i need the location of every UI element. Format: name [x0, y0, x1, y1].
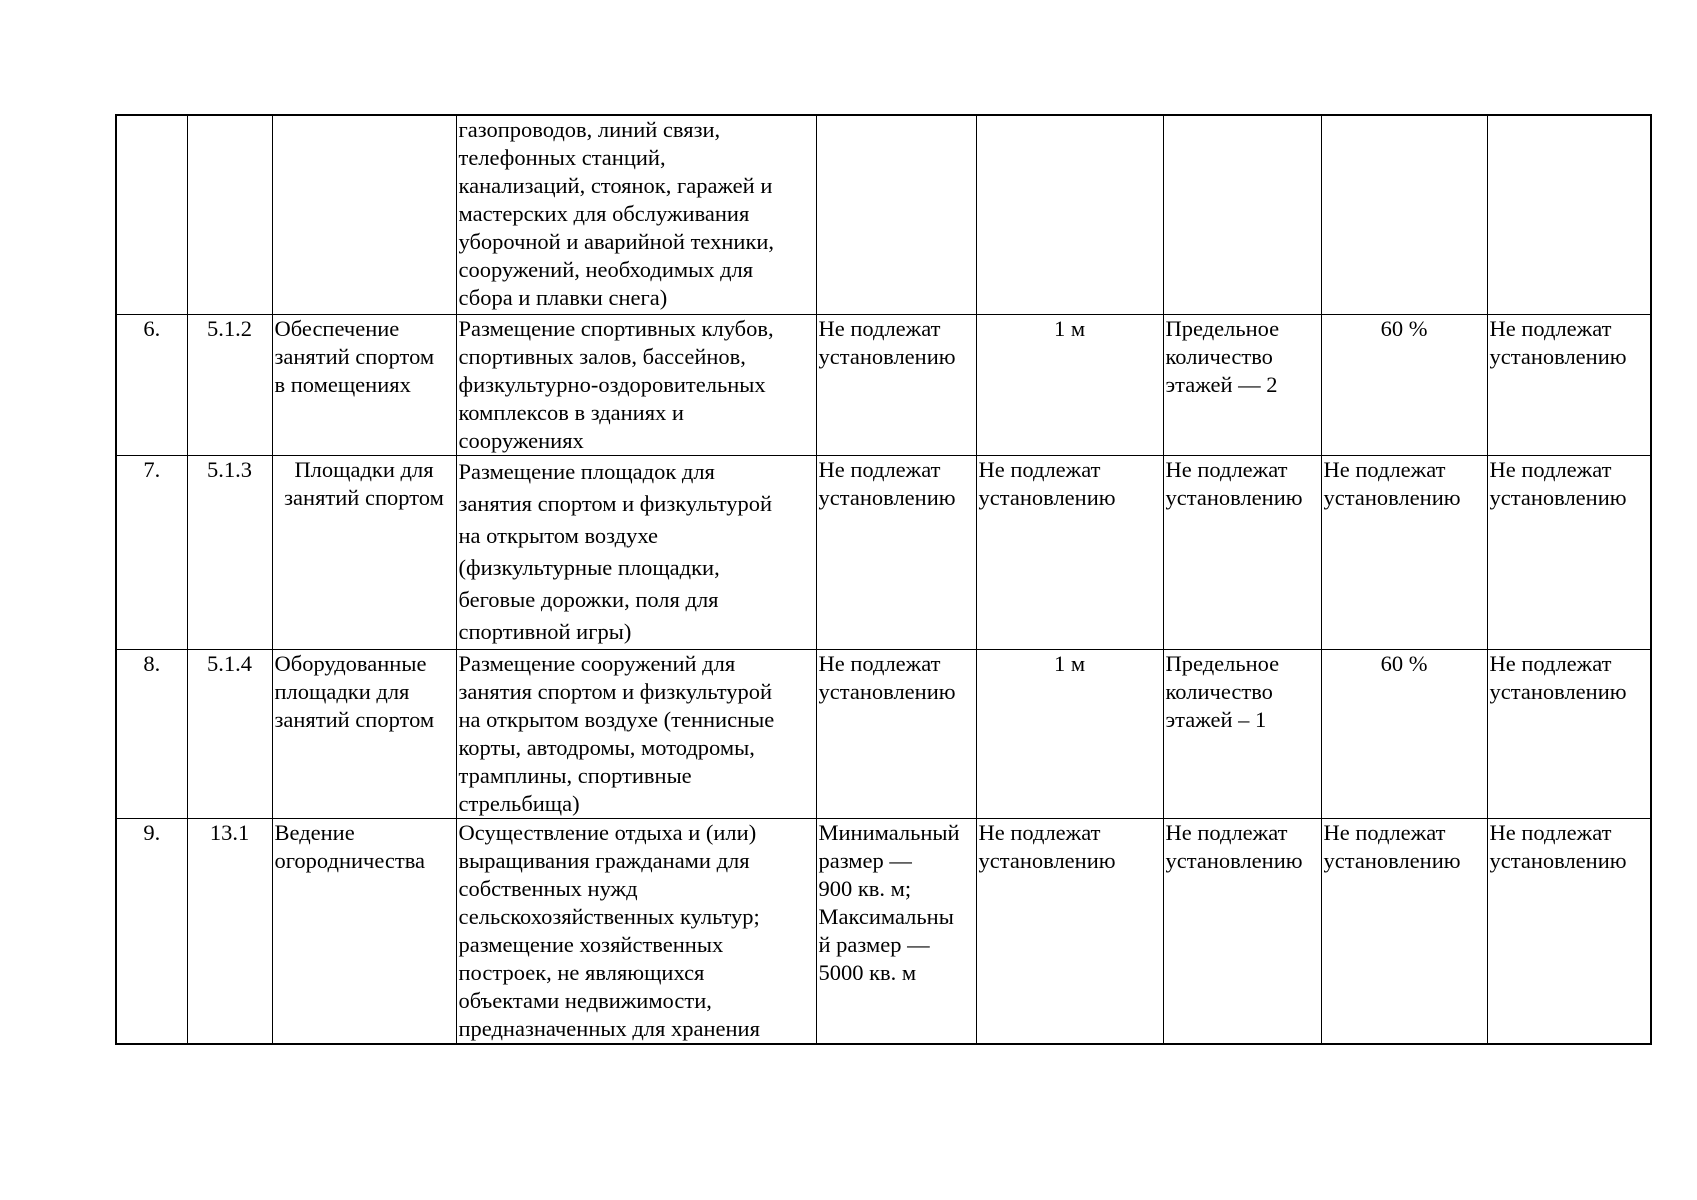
other-params: Не подлежат установлению	[1487, 314, 1651, 455]
setback: 1 м	[976, 649, 1163, 818]
floors: Не подлежат установлению	[1163, 818, 1321, 1044]
coverage	[1321, 115, 1487, 314]
use-name: Обеспечение занятий спортом в помещениях	[272, 314, 456, 455]
other-params	[1487, 115, 1651, 314]
row-number: 8.	[116, 649, 187, 818]
setback: Не подлежат установлению	[976, 818, 1163, 1044]
floors	[1163, 115, 1321, 314]
use-description: Размещение площадок для занятия спортом и физкультурой на открытом воздухе (физкультурные площадки, беговые дорожки, поля для спортивной игры)	[456, 455, 816, 649]
use-code: 5.1.3	[187, 455, 272, 649]
other-params: Не подлежат установлению	[1487, 818, 1651, 1044]
use-description: Размещение сооружений для занятия спортом и физкультурой на открытом воздухе (теннисные корты, автодромы, мотодромы, трамплины, спортивные стрельбища)	[456, 649, 816, 818]
use-code	[187, 115, 272, 314]
plot-size: Не подлежат установлению	[816, 649, 976, 818]
use-code: 13.1	[187, 818, 272, 1044]
setback	[976, 115, 1163, 314]
regulations-table	[115, 114, 1652, 1045]
use-name: Площадки для занятий спортом	[272, 455, 456, 649]
use-name: Ведение огородничества	[272, 818, 456, 1044]
table-row	[116, 455, 1651, 649]
use-code: 5.1.4	[187, 649, 272, 818]
plot-size	[816, 115, 976, 314]
floors: Предельное количество этажей – 1	[1163, 649, 1321, 818]
use-name	[272, 115, 456, 314]
plot-size: Не подлежат установлению	[816, 314, 976, 455]
row-number	[116, 115, 187, 314]
coverage: 60 %	[1321, 314, 1487, 455]
use-description: Размещение спортивных клубов, спортивных залов, бассейнов, физкультурно-оздоровительных комплексов в зданиях и сооружениях	[456, 314, 816, 455]
other-params: Не подлежат установлению	[1487, 649, 1651, 818]
coverage: Не подлежат установлению	[1321, 455, 1487, 649]
use-description: Осуществление отдыха и (или) выращивания гражданами для собственных нужд сельскохозяйственных культур; размещение хозяйственных построек, не являющихся объектами недвижимости, предназначенных для хранения	[456, 818, 816, 1044]
floors: Предельное количество этажей — 2	[1163, 314, 1321, 455]
plot-size: Не подлежат установлению	[816, 455, 976, 649]
row-number: 9.	[116, 818, 187, 1044]
coverage: Не подлежат установлению	[1321, 818, 1487, 1044]
row-number: 7.	[116, 455, 187, 649]
table-row	[116, 314, 1651, 455]
plot-size: Минимальный размер — 900 кв. м; Максимальны й размер — 5000 кв. м	[816, 818, 976, 1044]
setback: 1 м	[976, 314, 1163, 455]
row-number: 6.	[116, 314, 187, 455]
table-row	[116, 115, 1651, 314]
use-name: Оборудованные площадки для занятий спортом	[272, 649, 456, 818]
floors: Не подлежат установлению	[1163, 455, 1321, 649]
use-description: газопроводов, линий связи, телефонных станций, канализаций, стоянок, гаражей и мастерских для обслуживания уборочной и аварийной техники, сооружений, необходимых для сбора и плавки снега)	[456, 115, 816, 314]
table-row	[116, 818, 1651, 1044]
other-params: Не подлежат установлению	[1487, 455, 1651, 649]
use-code: 5.1.2	[187, 314, 272, 455]
coverage: 60 %	[1321, 649, 1487, 818]
setback: Не подлежат установлению	[976, 455, 1163, 649]
table-row	[116, 649, 1651, 818]
